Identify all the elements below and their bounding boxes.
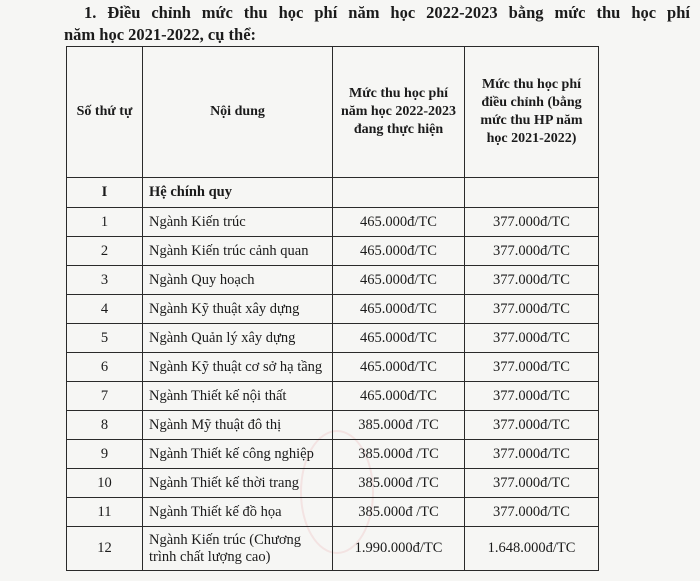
row-current-fee: 385.000đ /TC	[333, 469, 465, 498]
row-current-fee: 385.000đ /TC	[333, 411, 465, 440]
row-adjusted-fee: 1.648.000đ/TC	[465, 527, 599, 571]
row-adjusted-fee: 377.000đ/TC	[465, 208, 599, 237]
row-number: 2	[67, 237, 143, 266]
header-current-fee: Mức thu học phí năm học 2022-2023 đang thực hiện	[333, 47, 465, 178]
row-program-name: Ngành Thiết kế thời trang	[143, 469, 333, 498]
section-number: I	[67, 178, 143, 208]
section-adjusted	[465, 178, 599, 208]
row-program-name: Ngành Kiến trúc cảnh quan	[143, 237, 333, 266]
row-current-fee: 465.000đ/TC	[333, 324, 465, 353]
table-row	[67, 469, 599, 498]
row-current-fee: 465.000đ/TC	[333, 237, 465, 266]
row-current-fee: 465.000đ/TC	[333, 266, 465, 295]
row-adjusted-fee: 377.000đ/TC	[465, 237, 599, 266]
row-current-fee: 385.000đ /TC	[333, 498, 465, 527]
table-row	[67, 295, 599, 324]
table-row	[67, 353, 599, 382]
table-row	[67, 527, 599, 571]
tuition-fee-table	[66, 46, 599, 571]
row-adjusted-fee: 377.000đ/TC	[465, 295, 599, 324]
row-current-fee: 1.990.000đ/TC	[333, 527, 465, 571]
row-number: 6	[67, 353, 143, 382]
header-content: Nội dung	[143, 47, 333, 178]
row-adjusted-fee: 377.000đ/TC	[465, 440, 599, 469]
table-row	[67, 440, 599, 469]
heading-line-2: năm học 2021-2022, cụ thể:	[64, 25, 257, 44]
row-program-name: Ngành Kiến trúc	[143, 208, 333, 237]
row-adjusted-fee: 377.000đ/TC	[465, 266, 599, 295]
row-adjusted-fee: 377.000đ/TC	[465, 411, 599, 440]
row-current-fee: 465.000đ/TC	[333, 208, 465, 237]
row-number: 3	[67, 266, 143, 295]
row-program-name: Ngành Thiết kế nội thất	[143, 382, 333, 411]
row-number: 12	[67, 527, 143, 571]
document-heading	[64, 2, 690, 46]
table-row	[67, 266, 599, 295]
fee-rows	[67, 208, 599, 571]
row-current-fee: 465.000đ/TC	[333, 382, 465, 411]
row-adjusted-fee: 377.000đ/TC	[465, 469, 599, 498]
row-number: 10	[67, 469, 143, 498]
table-row	[67, 208, 599, 237]
table-header-row	[67, 47, 599, 178]
row-program-name: Ngành Thiết kế đồ họa	[143, 498, 333, 527]
row-current-fee: 465.000đ/TC	[333, 295, 465, 324]
table-row	[67, 324, 599, 353]
section-row	[67, 178, 599, 208]
row-number: 5	[67, 324, 143, 353]
table-row	[67, 498, 599, 527]
row-current-fee: 465.000đ/TC	[333, 353, 465, 382]
table-row	[67, 411, 599, 440]
row-program-name: Ngành Thiết kế công nghiệp	[143, 440, 333, 469]
header-adjusted-fee: Mức thu học phí điều chỉnh (bằng mức thu HP năm học 2021-2022)	[465, 47, 599, 178]
row-program-name: Ngành Mỹ thuật đô thị	[143, 411, 333, 440]
row-program-name: Ngành Quy hoạch	[143, 266, 333, 295]
row-program-name: Ngành Quản lý xây dựng	[143, 324, 333, 353]
header-stt: Số thứ tự	[67, 47, 143, 178]
row-number: 8	[67, 411, 143, 440]
row-program-name: Ngành Kỹ thuật xây dựng	[143, 295, 333, 324]
row-adjusted-fee: 377.000đ/TC	[465, 324, 599, 353]
table-row	[67, 382, 599, 411]
row-adjusted-fee: 377.000đ/TC	[465, 353, 599, 382]
row-number: 4	[67, 295, 143, 324]
row-number: 9	[67, 440, 143, 469]
row-program-name: Ngành Kỹ thuật cơ sở hạ tầng	[143, 353, 333, 382]
heading-line-1: 1. Điều chỉnh mức thu học phí năm học 2022-2023 bằng mức thu học phí	[84, 3, 690, 22]
row-number: 11	[67, 498, 143, 527]
section-name: Hệ chính quy	[143, 178, 333, 208]
section-current	[333, 178, 465, 208]
row-adjusted-fee: 377.000đ/TC	[465, 382, 599, 411]
row-number: 7	[67, 382, 143, 411]
row-number: 1	[67, 208, 143, 237]
table-row	[67, 237, 599, 266]
row-adjusted-fee: 377.000đ/TC	[465, 498, 599, 527]
row-current-fee: 385.000đ /TC	[333, 440, 465, 469]
row-program-name: Ngành Kiến trúc (Chương trình chất lượng cao)	[143, 527, 333, 571]
